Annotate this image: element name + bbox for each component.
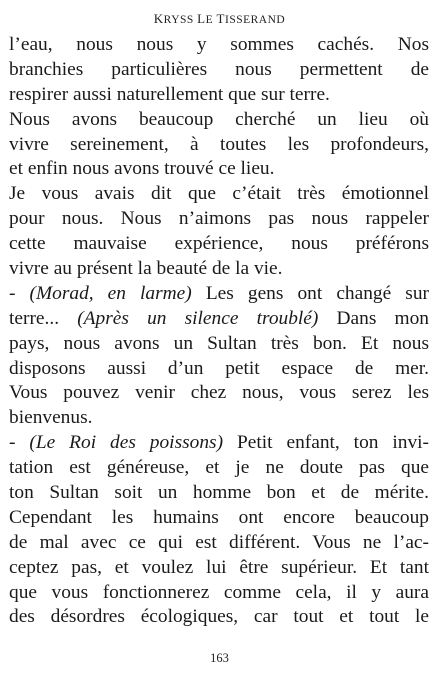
text-line: [9, 282, 429, 307]
text-line: bienvenus.: [9, 407, 93, 429]
text-line-prefix: -: [9, 432, 30, 454]
text-line: ton Sultan soit un homme bon et de mérite.: [9, 482, 429, 504]
text-line: et enfin nous avons trouvé ce lieu.: [9, 158, 275, 180]
text-line: l’eau, nous nous y sommes cachés. Nos: [9, 34, 429, 55]
text-line: Vous pouvez venir chez nous, vous serez les: [9, 382, 429, 404]
text-line: Cependant les humains ont encore beaucoup: [9, 506, 429, 528]
text-line: cette mauvaise expérience, nous préférons: [9, 233, 429, 255]
running-head-initial-3: T: [216, 11, 225, 26]
text-line: des désordres écologiques, car tout et tout le: [9, 606, 429, 628]
stage-direction: (Après un silence troublé): [77, 307, 319, 329]
running-head-initial: K: [153, 11, 164, 26]
stage-direction: (Morad, en larme): [29, 282, 192, 304]
stage-direction: (Le Roi des poissons): [29, 432, 224, 454]
running-head-initial-2: L: [197, 11, 206, 26]
text-line: pays, nous avons un Sultan très bon. Et nous: [9, 332, 429, 354]
text-line: de mal avec ce qui est différent. Vous ne l’ac-: [9, 531, 429, 553]
running-head-word-3: ISSERAND: [224, 14, 286, 26]
text-line: respirer aussi naturellement que sur terre.: [9, 83, 330, 105]
text-line-prefix: -: [9, 282, 30, 304]
page-number: 163: [210, 651, 229, 665]
text-line: vivre sereinement, à toutes les profondeurs,: [9, 133, 429, 155]
text-line: [9, 431, 429, 456]
text-line: Nous avons beaucoup cherché un lieu où: [9, 108, 429, 130]
running-head-word-2: E: [205, 14, 217, 26]
text-line: que vous fonctionnerez comme cela, il y aura: [9, 581, 429, 603]
text-line: [9, 307, 429, 332]
running-head: [0, 11, 439, 27]
text-line: pour nous. Nous n’aimons pas nous rappeler: [9, 208, 429, 230]
running-head-word-1: RYSS: [163, 14, 198, 26]
text-line: Je vous avais dit que c’était très émotionnel: [9, 183, 429, 205]
text-line-suffix: Petit enfant, ton invi-: [223, 432, 430, 454]
text-line: vivre au présent la beauté de la vie.: [9, 258, 283, 280]
text-line: disposons aussi d’un petit espace de mer.: [9, 357, 429, 379]
text-line: branchies particulières nous permettent de: [9, 58, 429, 80]
text-line: tation est généreuse, et je ne doute pas que: [9, 457, 429, 479]
text-line: ceptez pas, et voulez lui être supérieur. Et tant: [9, 556, 429, 578]
text-line-prefix: terre...: [9, 307, 78, 329]
body-text: [9, 33, 429, 630]
text-line-suffix: Les gens ont changé sur: [191, 282, 429, 304]
text-line-suffix: Dans mon: [318, 307, 429, 329]
